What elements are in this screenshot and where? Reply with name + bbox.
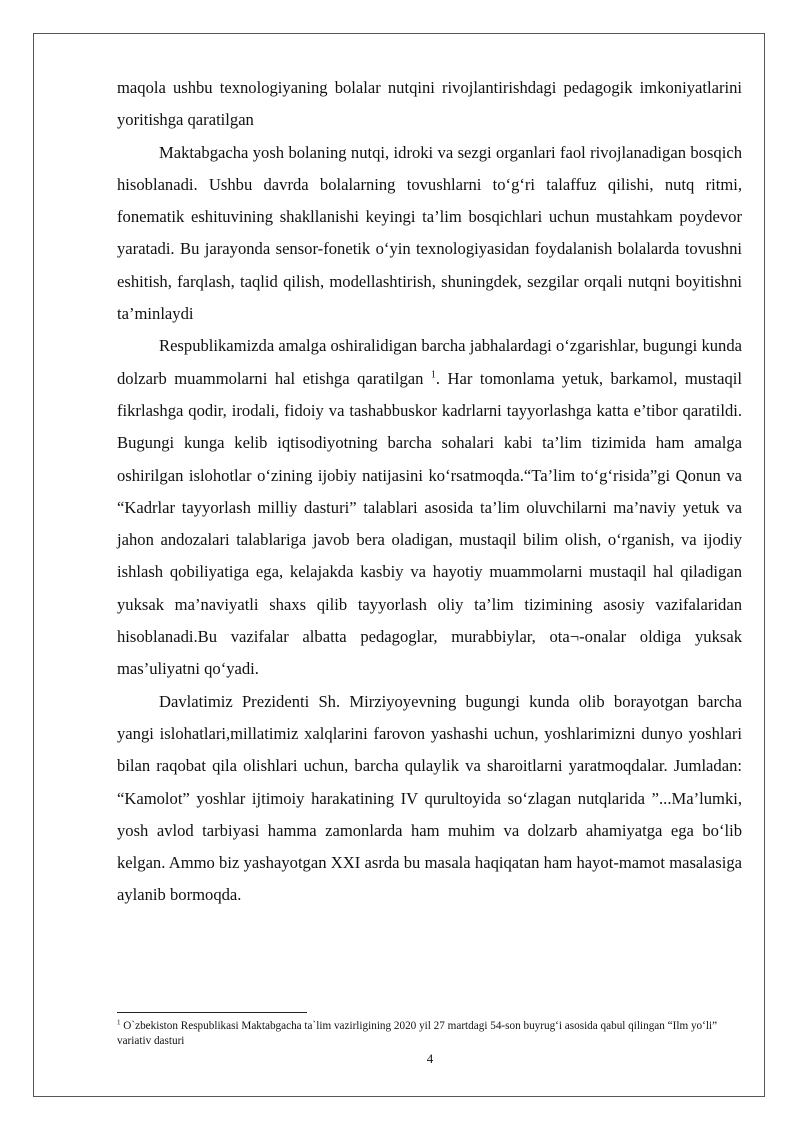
- page-number: 4: [426, 1051, 434, 1066]
- footnote-text: O`zbekiston Respublikasi Maktabgacha ta`lim vazirligining 2020 yil 27 martdagi 54-son buyrug‘i asosida qabul qilingan “Ilm yo‘li” variativ dasturi: [117, 1020, 718, 1047]
- footnote-reference[interactable]: 1: [430, 369, 436, 381]
- paragraph-3: [117, 330, 742, 685]
- footnote: [117, 1019, 742, 1049]
- paragraph-3-text-before-ref: Respublikamizda amalga oshiralidigan barcha jabhalardagi o‘zgarishlar, bugungi kunda dolzarb muammolarni hal etishga qaratilgan: [117, 336, 742, 388]
- paragraph-1: maqola ushbu texnologiyaning bolalar nutqini rivojlantirishdagi pedagogik imkoniyatlarini yoritishga qaratilgan: [117, 78, 742, 130]
- paragraph-2: Maktabgacha yosh bolaning nutqi, idroki va sezgi organlari faol rivojlanadigan bosqich hisoblanadi. Ushbu davrda bolalarning tovushlarni to‘g‘ri talaffuz qilishi, nutq ritmi, fonematik eshituvining shakllanishi keyingi ta’lim bosqichlari uchun mustahkam poydevor yaratadi. Bu jarayonda sensor-fonetik o‘yin texnologiyasidan foydalanish bolalarda tovushni eshitish, farqlash, taqlid qilish, modellashtirish, shuningdek, sezgilar orqali nutqni boyitishni ta’minlaydi: [117, 142, 742, 324]
- document-body: [117, 72, 742, 912]
- paragraph-4: Davlatimiz Prezidenti Sh. Mirziyoyevning bugungi kunda olib borayotgan barcha yangi islohatlari,millatimiz xalqlarini farovon yashashi uchun, yoshlarimizni dunyo yoshlari bilan raqobat qila olishlari uchun, barcha qulaylik va sharoitlarni yaratmoqdalar. Jumladan: “Kamolot” yoshlar ijtimoiy harakatining IV qurultoyida so‘zlagan nutqlarida ”...Ma’lumki, yosh avlod tarbiyasi hamma zamonlarda ham muhim va dolzarb ahamiyatga ega bo‘lib kelgan. Ammo biz yashayotgan XXI asrda bu masala haqiqatan ham hayot-mamot masalasiga aylanib bormoqda.: [117, 691, 742, 905]
- footnote-marker: 1: [117, 1018, 121, 1027]
- footnote-separator: [117, 1012, 307, 1013]
- paragraph-3-text-after-ref: . Har tomonlama yetuk, barkamol, mustaqil fikrlashga qodir, irodali, fidoiy va tashabbuskor kadrlarni tayyorlashga katta e’tibor qaratildi. Bugungi kunga kelib iqtisodiyotning barcha sohalari kabi ta’lim tizimida ham amalga oshirilgan islohotlar o‘zining ijobiy natijasini ko‘rsatmoqda.“Ta’lim to‘g‘risida”gi Qonun va “Kadrlar tayyorlash milliy dasturi” talablari asosida ta’lim oluvchilarni ma’naviy yetuk va jahon andozalari talablariga javob bera oladigan, mustaqil bilim olish, o‘rganish, va ijodiy ishlash qobiliyatiga ega, kelajakda kasbiy va hayotiy muammolarni mustaqil hal qiladigan yuksak ma’naviyatli shaxs qilib tayyorlash oliy ta’lim tizimining asosiy vazifalaridan hisoblanadi.Bu vazifalar albatta pedagoglar, murabbiylar, ota¬-onalar oldiga yuksak mas’uliyatni qo‘yadi.: [117, 368, 742, 679]
